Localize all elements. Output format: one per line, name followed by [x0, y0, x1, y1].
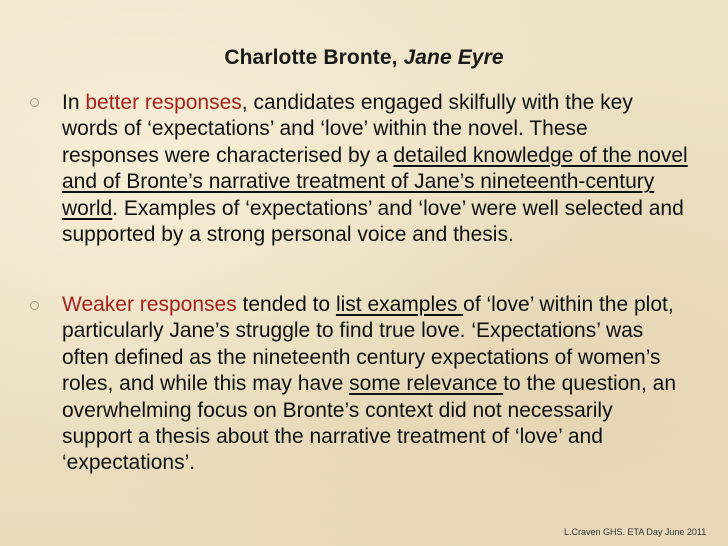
bullet-text: to the question, an overwhelming focus on Bronte’s context did not necessarily support a thesis about the narrative treatment of ‘love’ and ‘expectations’.	[62, 372, 677, 475]
bullet-better-responses	[62, 90, 688, 248]
bullet-text: of ‘love’ within the plot, particularly Jane’s struggle to find true love. ‘Expectations’ was often defined as the nineteenth century expectations of women’s roles, and while this may have	[62, 293, 674, 396]
title-work: Jane Eyre	[403, 46, 504, 69]
ring-bullet-icon	[30, 98, 39, 107]
highlight-weaker-responses: Weaker responses	[62, 293, 237, 316]
bullet-text: In	[62, 91, 86, 114]
highlight-better-responses: better responses	[85, 91, 242, 114]
title-author: Charlotte Bronte,	[224, 46, 398, 69]
slide-title	[0, 46, 728, 70]
bullet-text: , candidates engaged skilfully with the key words of ‘expectations’ and ‘love’ within the novel. These responses were characterised by a	[62, 91, 633, 167]
underlined-phrase: some relevance	[349, 372, 504, 396]
bullet-weaker-responses	[62, 292, 688, 477]
underlined-phrase: detailed knowledge of the novel and of Bronte’s narrative treatment of Jane’s nineteenth-century world	[62, 143, 688, 220]
bullet-text: tended to	[236, 293, 336, 316]
bullet-text: . Examples of ‘expectations’ and ‘love’ were well selected and supported by a strong personal voice and thesis.	[62, 196, 684, 247]
underlined-phrase: list examples	[335, 293, 464, 316]
footer-credit: L.Craven GHS. ETA Day June 2011	[564, 527, 707, 537]
ring-bullet-icon	[30, 301, 39, 310]
